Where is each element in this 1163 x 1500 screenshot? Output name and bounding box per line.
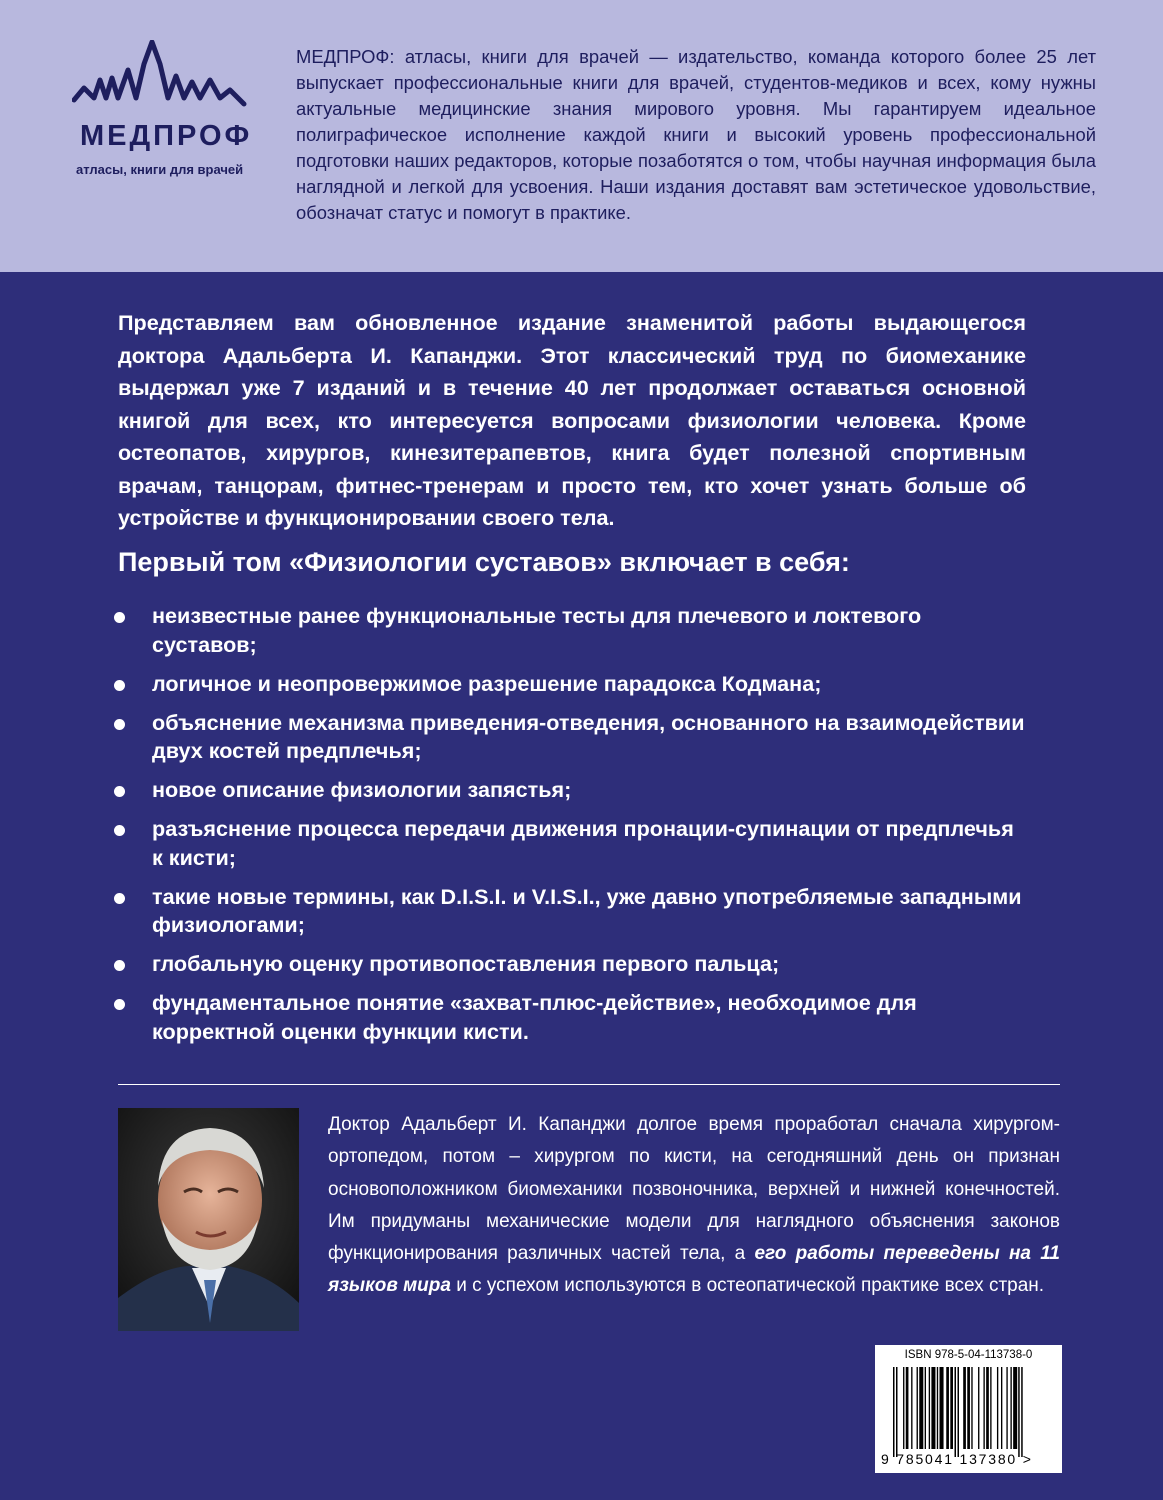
list-item — [110, 602, 1030, 659]
list-item — [110, 815, 1030, 872]
barcode-digits: 9 785041 137380 > — [881, 1451, 1033, 1467]
section-divider — [118, 1084, 1060, 1085]
brand-tagline: атласы, книги для врачей — [76, 162, 244, 177]
publisher-header — [0, 0, 1163, 272]
list-item-text: новое описание физиологии запястья; — [152, 777, 572, 802]
bullet-icon — [114, 719, 125, 730]
list-item — [110, 670, 1030, 699]
author-photo — [118, 1108, 299, 1331]
bullet-icon — [114, 960, 125, 971]
bullet-icon — [114, 825, 125, 836]
book-description-panel — [0, 272, 1163, 1500]
isbn-label: ISBN 978-5-04-113738-0 — [904, 1349, 1033, 1361]
list-item — [110, 776, 1030, 805]
city-skyline-icon — [72, 40, 247, 118]
list-item — [110, 709, 1030, 766]
lead-text: Представляем вам обновленное издание знаменитой работы выдающегося доктора Адальберта И. Капанджи. Этот классический труд по биомеханике выдержал уже 7 изданий и в течение 40 лет продолжает оставаться основной книгой для всех, кто интересуется вопросами физиологии человека. Кроме остеопатов, хирургов, кинезитерапевтов, книга будет полезной спортивным врачам, танцорам, фитнес-тренерам и просто тем, кто хочет узнать больше об устройстве и функционировании своего тела. — [118, 310, 1026, 530]
author-bio — [328, 1109, 1060, 1303]
bullet-icon — [114, 786, 125, 797]
list-item-text: фундаментальное понятие «захват-плюс-действие», необходимое для корректной оценки функции кисти. — [152, 990, 917, 1044]
publisher-description: МЕДПРОФ: атласы, книги для врачей — издательство, команда которого более 25 лет выпускает профессиональные книги для врачей, студентов-медиков и всех, кому нужны актуальные медицинские знания мирового уровня. Мы гарантируем идеальное полиграфическое исполнение каждой книги и высокий уровень профессиональной подготовки наших редакторов, которые позаботятся о том, чтобы научная информация была наглядной и легкой для усвоения. Наши издания доставят вам эстетическое удовольствие, обозначат статус и помогут в практике. — [296, 46, 1096, 223]
list-item — [110, 989, 1030, 1046]
bullet-icon — [114, 680, 125, 691]
list-item — [110, 883, 1030, 940]
contents-list — [110, 602, 1030, 1057]
list-item-text: объяснение механизма приведения-отведения, основанного на взаимодействии двух костей предплечья; — [152, 709, 1025, 763]
lead-paragraph — [118, 307, 1026, 535]
list-item-text: глобальную оценку противопоставления первого пальца; — [152, 951, 780, 976]
list-item-text: неизвестные ранее функциональные тесты для плечевого и локтевого суставов; — [152, 603, 922, 657]
bullet-icon — [114, 893, 125, 904]
bio-text-end: и с успехом используются в остеопатической практике всех стран. — [450, 1275, 1045, 1297]
brand-name: МЕДПРОФ — [80, 120, 253, 152]
bio-text: Доктор Адальберт И. Капанджи долгое время проработал сначала хирургом-ортопедом, потом – хирургом по кисти, на сегодняшний день он признан основоположником биомеханики позвоночника, верхней и нижней конечностей. Им придуманы механические модели для наглядного объяснения законов функционирования различных частей тела, а — [328, 1114, 1060, 1265]
list-item — [110, 950, 1030, 979]
bullet-icon — [114, 612, 125, 623]
bullet-icon — [114, 999, 125, 1010]
list-item-text: такие новые термины, как D.I.S.I. и V.I.S.I., уже давно употребляемые западными физиологами; — [152, 883, 1022, 937]
author-portrait-icon — [118, 1108, 299, 1331]
list-item-text: разъяснение процесса передачи движения пронации-супинации от предплечья к кисти; — [152, 816, 1014, 870]
list-item-text: логичное и неопровержимое разрешение парадокса Кодмана; — [152, 670, 822, 696]
bio-emphasis: его работы переведены на 11 языков мира — [328, 1243, 1060, 1297]
publisher-logo — [72, 40, 253, 177]
contents-heading: Первый том «Физиологии суставов» включает в себя: — [118, 547, 850, 577]
isbn-barcode — [875, 1345, 1062, 1473]
